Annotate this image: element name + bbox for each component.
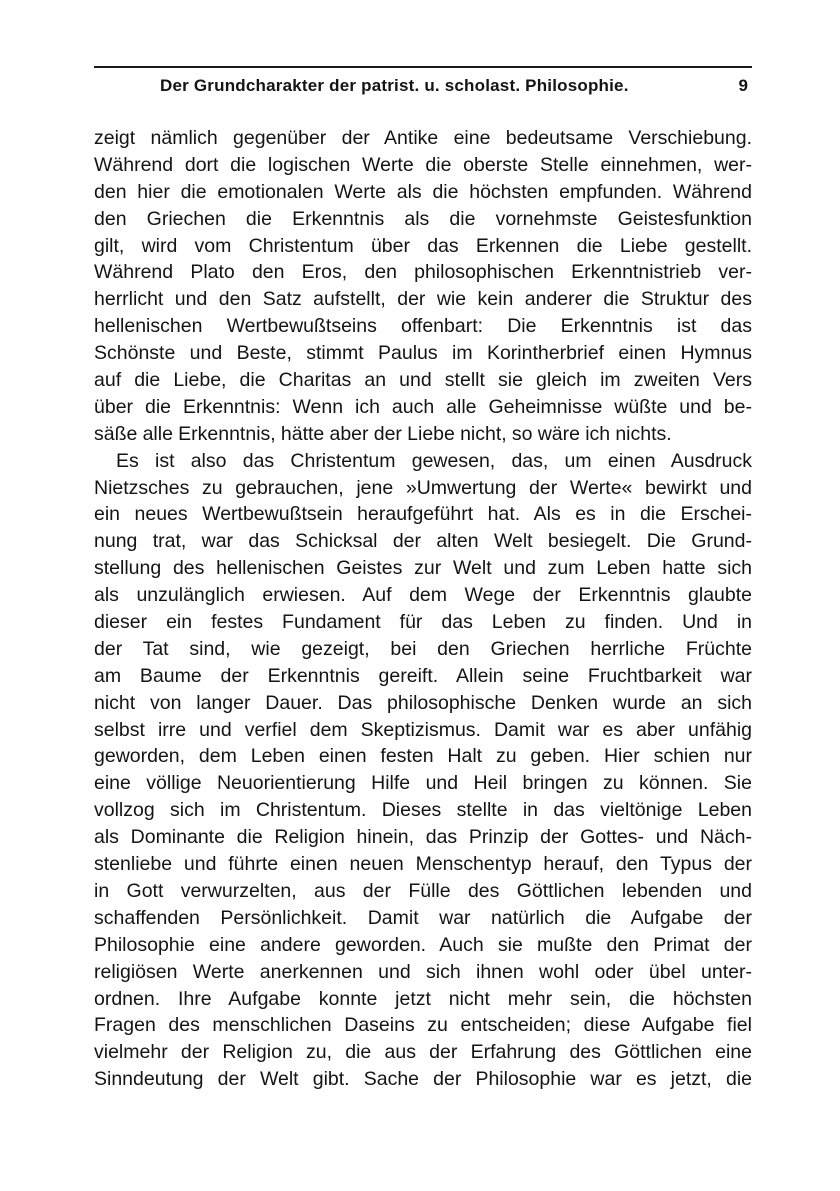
text-line: religiösen Werte anerkennen und sich ihnen wohl oder übel unter- — [94, 960, 752, 983]
book-page — [94, 0, 752, 1191]
paragraph-start-line: Es ist also das Christentum gewesen, das, um einen Ausdruck — [116, 449, 752, 472]
body-text — [94, 125, 752, 1093]
text-line: zeigt nämlich gegenüber der Antike eine bedeutsame Verschiebung. — [94, 127, 752, 149]
text-line: nung trat, war das Schicksal der alten Welt besiegelt. Die Grund- — [94, 530, 752, 553]
text-line: auf die Liebe, die Charitas an und stellt sie gleich im zweiten Vers — [94, 369, 752, 392]
text-line: hellenischen Wertbewußtseins offenbart: Die Erkenntnis ist das — [94, 315, 752, 338]
text-line: geworden, dem Leben einen festen Halt zu geben. Hier schien nur — [94, 745, 752, 768]
text-line: den Griechen die Erkenntnis als die vornehmste Geistesfunktion — [94, 207, 752, 230]
text-line: über die Erkenntnis: Wenn ich auch alle Geheimnisse wüßte und be- — [94, 395, 752, 418]
paragraph-end-line: säße alle Erkenntnis, hätte aber der Liebe nicht, so wäre ich nichts. — [94, 422, 672, 445]
running-head — [94, 73, 752, 99]
text-line: am Baume der Erkenntnis gereift. Allein seine Fruchtbarkeit war — [94, 664, 752, 687]
running-title: Der Grundcharakter der patrist. u. scholast. Philosophie. — [160, 76, 629, 95]
text-line: stenliebe und führte einen neuen Menschentyp herauf, den Typus der — [94, 853, 752, 876]
text-line: Nietzsches zu gebrauchen, jene »Umwertung der Werte« bewirkt und — [94, 476, 752, 499]
text-line: selbst irre und verfiel dem Skeptizismus. Damit war es aber unfähig — [94, 718, 752, 741]
text-line: stellung des hellenischen Geistes zur Welt und zum Leben hatte sich — [94, 557, 752, 580]
text-line: vielmehr der Religion zu, die aus der Erfahrung des Göttlichen eine — [94, 1041, 752, 1064]
text-line: als Dominante die Religion hinein, das Prinzip der Gottes- und Näch- — [94, 826, 752, 849]
text-line: nicht von langer Dauer. Das philosophische Denken wurde an sich — [94, 691, 752, 714]
text-line: Philosophie eine andere geworden. Auch sie mußte den Primat der — [94, 933, 752, 956]
text-line: der Tat sind, wie gezeigt, bei den Griechen herrliche Früchte — [94, 637, 752, 660]
text-line: in Gott verwurzelten, aus der Fülle des Göttlichen lebenden und — [94, 879, 752, 902]
text-line: eine völlige Neuorientierung Hilfe und Heil bringen zu können. Sie — [94, 772, 752, 795]
text-line: dieser ein festes Fundament für das Leben zu finden. Und in — [94, 611, 752, 634]
text-line: Schönste und Beste, stimmt Paulus im Korintherbrief einen Hymnus — [94, 342, 752, 365]
text-line: gilt, wird vom Christentum über das Erkennen die Liebe gestellt. — [94, 234, 752, 257]
text-line: Während Plato den Eros, den philosophischen Erkenntnistrieb ver- — [94, 261, 752, 284]
header-rule — [94, 66, 752, 68]
text-line: Während dort die logischen Werte die oberste Stelle einnehmen, wer- — [94, 153, 752, 176]
text-line: Sinndeutung der Welt gibt. Sache der Philosophie war es jetzt, die — [94, 1068, 752, 1091]
page-number: 9 — [738, 76, 748, 95]
text-line: schaffenden Persönlichkeit. Damit war natürlich die Aufgabe der — [94, 906, 752, 929]
text-line: ein neues Wertbewußtsein heraufgeführt hat. Als es in die Erschei- — [94, 503, 752, 526]
text-line: herrlicht und den Satz aufstellt, der wie kein anderer die Struktur des — [94, 288, 752, 311]
text-line: ordnen. Ihre Aufgabe konnte jetzt nicht mehr sein, die höchsten — [94, 987, 752, 1010]
text-line: den hier die emotionalen Werte als die höchsten empfunden. Während — [94, 180, 752, 203]
text-line: vollzog sich im Christentum. Dieses stellte in das vieltönige Leben — [94, 799, 752, 822]
text-line: Fragen des menschlichen Daseins zu entscheiden; diese Aufgabe fiel — [94, 1014, 752, 1037]
text-line: als unzulänglich erwiesen. Auf dem Wege der Erkenntnis glaubte — [94, 584, 752, 607]
